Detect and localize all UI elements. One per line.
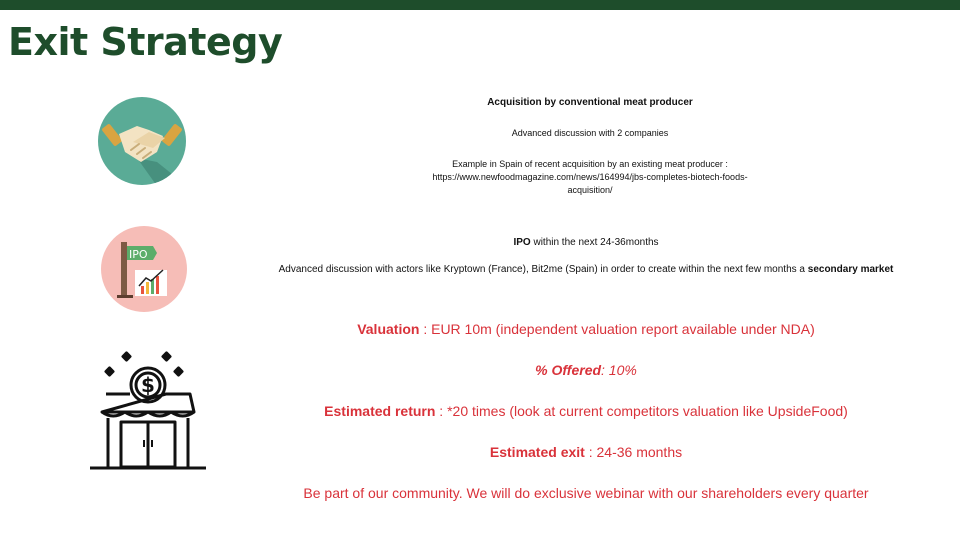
community-text: Be part of our community. We will do exclusive webinar with our shareholders every quarter [303,485,869,501]
svg-text:$: $ [141,373,155,397]
exit-label: Estimated exit [489,444,585,460]
offered-value: : 10% [601,362,637,378]
valuation-line [236,319,936,339]
ipo-section [226,236,946,277]
ipo-sign-label: IPO [129,248,148,261]
acquisition-example-link[interactable]: https://www.newfoodmagazine.com/news/164994/jbs-completes-biotech-foods- [432,172,748,182]
ipo-timeline: within the next 24-36months [530,237,659,248]
top-accent-bar [0,0,960,10]
exit-value: : 24-36 months [584,444,683,460]
return-value: : *20 times (look at current competitors valuation like UpsideFood) [435,403,848,419]
valuation-value: : EUR 10m (independent valuation report available under NDA) [419,321,815,337]
ipo-secondary-market: secondary market [807,264,894,275]
bank-dollar-icon [88,350,208,470]
ipo-discussion: Advanced discussion with actors like Kryptown (France), Bit2me (Spain) in order to create within the next few months a [278,264,808,275]
ipo-line [226,236,946,250]
ipo-discussion-line [226,263,946,277]
acquisition-section [400,96,780,197]
acquisition-example-link-end[interactable]: acquisition/ [567,185,613,195]
offered-label: % Offered [535,362,602,378]
page-title: Exit Strategy [8,20,283,64]
offered-line [236,360,936,380]
handshake-icon [97,96,187,186]
return-label: Estimated return [324,403,436,419]
acquisition-discussion: Advanced discussion with 2 companies [511,128,669,138]
acquisition-heading: Acquisition by conventional meat producer [487,97,693,108]
acquisition-example-line1: Example in Spain of recent acquisition by an existing meat producer : [452,159,728,169]
valuation-label: Valuation [357,321,420,337]
return-line [236,401,936,421]
exit-line [236,442,936,462]
investment-terms-section [236,319,936,503]
ipo-sign-chart-icon [101,226,187,312]
ipo-label: IPO [513,237,531,248]
